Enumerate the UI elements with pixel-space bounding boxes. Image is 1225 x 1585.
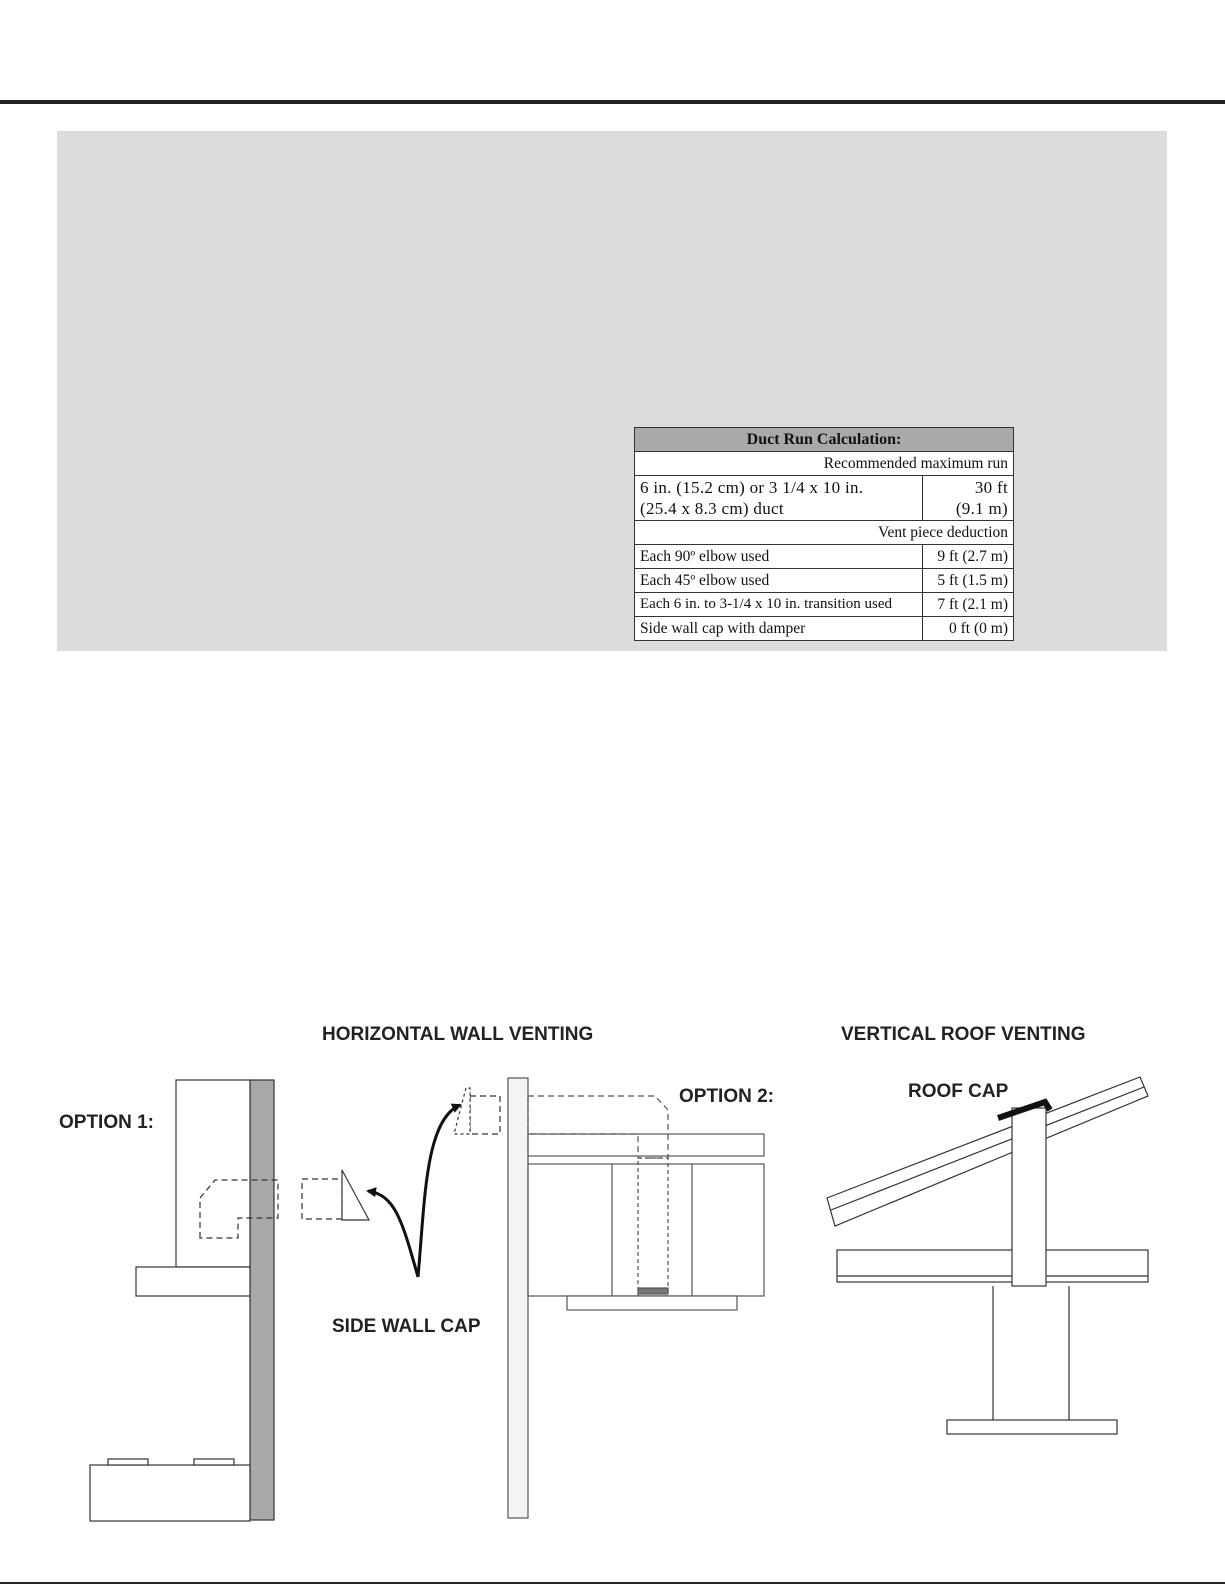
hood-body <box>567 1296 737 1310</box>
wall-cabinets <box>528 1164 764 1296</box>
option2-label: OPTION 2: <box>679 1086 775 1107</box>
table-row <box>635 545 1014 569</box>
footer-rule <box>0 1582 1225 1584</box>
hood-canopy <box>947 1420 1117 1434</box>
roof-cap-label: ROOF CAP <box>908 1081 1009 1102</box>
ceiling-joist <box>837 1250 1148 1282</box>
duct-size-cell <box>635 476 923 521</box>
max-run-cell <box>923 476 1014 521</box>
table-header-row <box>635 428 1014 452</box>
duct-run <box>528 1096 668 1158</box>
duct-run-table <box>634 427 1014 641</box>
option2-drawing <box>508 1078 764 1518</box>
option1-drawing <box>90 1080 278 1521</box>
table-title: Duct Run Calculation: <box>635 428 1014 452</box>
horizontal-venting-title: HORIZONTAL WALL VENTING <box>322 1024 594 1045</box>
hood-filter <box>638 1288 668 1294</box>
roof-line <box>831 1087 1144 1210</box>
arrow <box>368 1191 418 1277</box>
row-item: Each 45º elbow used <box>635 569 923 593</box>
vertical-duct <box>638 1158 668 1296</box>
arrow <box>418 1105 460 1277</box>
cap-duct <box>470 1096 500 1134</box>
cap-flap <box>342 1170 369 1220</box>
table-row <box>635 593 1014 617</box>
wall-stud <box>508 1078 528 1518</box>
burner <box>108 1459 148 1465</box>
duct-size-line1: 6 in. (15.2 cm) or 3 1/4 x 10 in. <box>640 478 864 497</box>
row-item: Each 90º elbow used <box>635 545 923 569</box>
side-wall-cap-label: SIDE WALL CAP <box>332 1316 481 1337</box>
table-row <box>635 569 1014 593</box>
cap-flap <box>454 1088 470 1134</box>
table-row <box>635 476 1014 521</box>
row-value: 0 ft (0 m) <box>923 617 1014 641</box>
soffit <box>528 1134 764 1156</box>
table-row <box>635 452 1014 476</box>
roof-venting-drawing <box>827 1077 1148 1434</box>
row-item: Each 6 in. to 3-1/4 x 10 in. transition used <box>635 593 923 617</box>
deduction-header: Vent piece deduction <box>635 521 1014 545</box>
wall-section <box>250 1080 274 1520</box>
hood-canopy <box>136 1267 250 1296</box>
roof-duct <box>1012 1108 1046 1286</box>
table-row <box>635 617 1014 641</box>
cap-duct <box>302 1179 342 1219</box>
max-run-line2: (9.1 m) <box>955 499 1008 518</box>
vertical-venting-title: VERTICAL ROOF VENTING <box>841 1024 1086 1045</box>
header-rule <box>0 100 1225 104</box>
row-value: 5 ft (1.5 m) <box>923 569 1014 593</box>
burner <box>194 1459 234 1465</box>
side-wall-caps <box>302 1088 500 1277</box>
range <box>90 1465 250 1521</box>
venting-diagram <box>0 1000 1225 1580</box>
row-value: 9 ft (2.7 m) <box>923 545 1014 569</box>
option1-label: OPTION 1: <box>59 1112 155 1133</box>
table-row <box>635 521 1014 545</box>
max-run-line1: 30 ft <box>974 478 1008 497</box>
row-item: Side wall cap with damper <box>635 617 923 641</box>
hood-chimney <box>176 1080 250 1267</box>
duct-size-line2: (25.4 x 8.3 cm) duct <box>640 499 784 518</box>
recommended-header: Recommended maximum run <box>635 452 1014 476</box>
row-value: 7 ft (2.1 m) <box>923 593 1014 617</box>
roof-slope <box>827 1077 1148 1226</box>
